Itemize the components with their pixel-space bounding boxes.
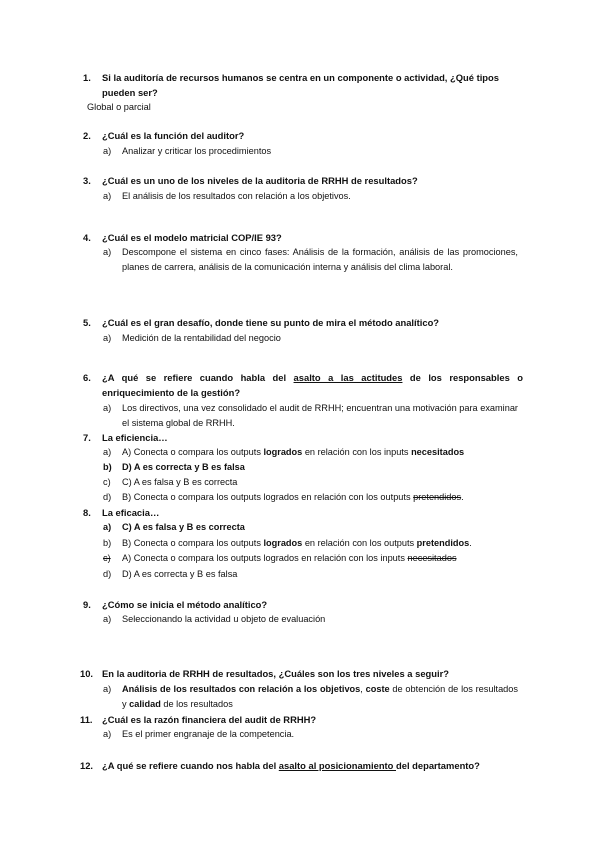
answer-letter: a) <box>103 146 112 156</box>
option-text: A) Conecta o compara los outputs <box>122 447 264 457</box>
question-number: 10. <box>80 668 94 679</box>
question-text: ¿Cuál es la razón financiera del audit de RRHH? <box>102 714 317 725</box>
question-text: Si la auditoría de recursos humanos se centra en un componente o actividad, ¿Qué tipos pueden ser? <box>102 72 499 98</box>
question-5 <box>83 315 523 330</box>
answer-6 <box>88 401 518 431</box>
question-text: La eficacia… <box>102 507 160 518</box>
option-text: D) A es correcta y B es falsa <box>122 462 245 472</box>
question-8 <box>83 505 523 520</box>
option-text: en relación con los inputs <box>302 447 412 457</box>
question-text: del departamento? <box>396 760 480 771</box>
answer-letter: a) <box>103 403 112 413</box>
answer-letter: a) <box>103 247 112 257</box>
option-7c <box>88 475 518 490</box>
answer-9 <box>88 612 518 627</box>
question-number: 3. <box>83 175 91 186</box>
option-text: D) A es correcta y B es falsa <box>122 569 238 579</box>
answer-text-bold: calidad <box>129 699 161 709</box>
answer-text: Descompone el sistema en cinco fases: Análisis de la formación, análisis de las promociones, planes de carrera, análisis de la comunicación interna y análisis del clima laboral. <box>122 247 518 272</box>
question-11 <box>80 712 520 727</box>
option-text: B) Conecta o compara los outputs <box>122 538 264 548</box>
question-number: 8. <box>83 507 91 518</box>
answer-text-bold: Análisis de los resultados con relación a los objetivos <box>122 684 361 694</box>
option-text-strikethrough: necesitados <box>407 553 457 563</box>
answer-5 <box>88 331 518 346</box>
option-8a <box>88 520 518 535</box>
option-letter: b) <box>103 462 112 472</box>
question-text-underlined: asalto a las actitudes <box>293 372 403 383</box>
question-number: 7. <box>83 432 91 443</box>
answer-text: Es el primer engranaje de la competencia. <box>122 729 295 739</box>
question-text: ¿Cuál es el modelo matricial COP/IE 93? <box>102 232 282 243</box>
question-text: En la auditoria de RRHH de resultados, ¿Cuáles son los tres niveles a seguir? <box>102 668 449 679</box>
answer-3 <box>88 189 518 204</box>
option-letter: d) <box>103 569 112 579</box>
question-6 <box>83 370 523 400</box>
option-letter: c) <box>103 553 111 563</box>
question-3 <box>83 173 523 188</box>
question-number: 9. <box>83 599 91 610</box>
option-8b <box>88 536 518 551</box>
option-8c <box>88 551 518 566</box>
option-7a <box>88 445 518 460</box>
answer-text: Los directivos, una vez consolidado el audit de RRHH; encuentran una motivación para examinar el sistema global de RRHH. <box>122 403 518 428</box>
question-text: La eficiencia… <box>102 432 168 443</box>
answer-11 <box>88 727 518 742</box>
option-text: . <box>461 492 464 502</box>
option-text: C) A es falsa y B es correcta <box>122 477 238 487</box>
option-letter: d) <box>103 492 112 502</box>
question-text-underlined: asalto al posicionamiento <box>278 760 396 771</box>
answer-letter: a) <box>103 191 112 201</box>
answer-text: , <box>360 684 366 694</box>
answer-letter: a) <box>103 614 112 624</box>
question-number: 1. <box>83 72 91 83</box>
option-8d <box>88 567 518 582</box>
question-text: ¿Cuál es un uno de los niveles de la auditoria de RRHH de resultados? <box>102 175 418 186</box>
option-text-strikethrough: pretendidos <box>413 492 462 502</box>
option-text-bold: necesitados <box>411 447 465 457</box>
question-number: 2. <box>83 130 91 141</box>
question-4 <box>83 230 523 245</box>
question-number: 6. <box>83 372 91 383</box>
question-text: ¿A qué se refiere cuando nos habla del <box>102 760 279 771</box>
answer-text: El análisis de los resultados con relación a los objetivos. <box>122 191 351 201</box>
answer-text-bold: coste <box>365 684 390 694</box>
option-text-bold: pretendidos <box>416 538 470 548</box>
option-text-bold: logrados <box>263 538 303 548</box>
answer-letter: a) <box>103 684 112 694</box>
question-text: ¿Cuál es la función del auditor? <box>102 130 245 141</box>
option-letter: c) <box>103 477 111 487</box>
question-1 <box>83 70 523 100</box>
question-number: 5. <box>83 317 91 328</box>
question-number: 12. <box>80 760 94 771</box>
option-7b <box>88 460 518 475</box>
question-text: ¿Cómo se inicia el método analítico? <box>102 599 268 610</box>
answer-text: Medición de la rentabilidad del negocio <box>122 333 281 343</box>
question-10 <box>80 666 520 681</box>
option-7d <box>88 490 518 505</box>
question-9 <box>83 597 523 612</box>
question-2 <box>83 128 523 143</box>
question-text: ¿A qué se refiere cuando habla del <box>102 372 294 383</box>
question-text: de los responsables o enriquecimiento de la gestión? <box>102 372 523 398</box>
answer-text: Analizar y criticar los procedimientos <box>122 146 272 156</box>
option-text: . <box>469 538 472 548</box>
option-letter: b) <box>103 538 112 548</box>
answer-10 <box>88 682 518 712</box>
option-letter: a) <box>103 522 112 532</box>
answer-text: de obtención de los resultados y <box>122 684 518 709</box>
question-number: 4. <box>83 232 91 243</box>
answer-text: de los resultados <box>160 699 233 709</box>
answer-1: Global o parcial <box>87 102 151 112</box>
option-text-bold: logrados <box>263 447 303 457</box>
answer-letter: a) <box>103 729 112 739</box>
option-letter: a) <box>103 447 112 457</box>
option-text: B) Conecta o compara los outputs logrados en relación con los outputs <box>122 492 414 502</box>
question-text: ¿Cuál es el gran desafío, donde tiene su punto de mira el método analítico? <box>102 317 440 328</box>
answer-letter: a) <box>103 333 112 343</box>
question-7 <box>83 430 523 445</box>
answer-text: Seleccionando la actividad u objeto de evaluación <box>122 614 326 624</box>
option-text: A) Conecta o compara los outputs logrados en relación con los inputs <box>122 553 408 563</box>
question-12 <box>80 758 520 773</box>
option-text: en relación con los outputs <box>302 538 417 548</box>
answer-2 <box>88 144 518 159</box>
question-number: 11. <box>80 714 93 725</box>
option-text: C) A es falsa y B es correcta <box>122 522 245 532</box>
answer-4 <box>88 245 518 275</box>
